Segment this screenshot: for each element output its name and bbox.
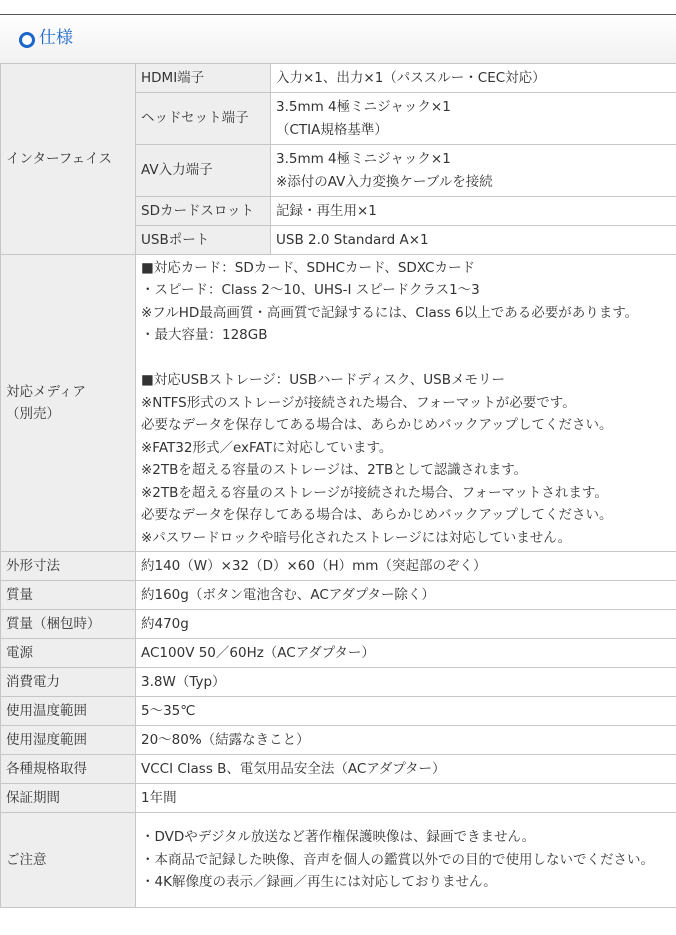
row-label: AV入力端子: [136, 145, 271, 197]
row-value: 20〜80%（結露なきこと）: [136, 726, 676, 755]
row-value: VCCI Class B、電気用品安全法（ACアダプター）: [136, 755, 676, 784]
table-row: [1, 668, 676, 697]
row-label: ヘッドセット端子: [136, 93, 271, 145]
row-value: 入力×1、出力×1（パススルー・CEC対応）: [271, 64, 676, 93]
table-row: [1, 610, 676, 639]
section-heading: [0, 15, 676, 63]
table-row: [1, 755, 676, 784]
row-label: 外形寸法: [1, 552, 136, 581]
table-row: [1, 552, 676, 581]
row-label: 電源: [1, 639, 136, 668]
spec-table: [0, 63, 676, 908]
row-value: 3.5mm 4極ミニジャック×1 ※添付のAV入力変換ケーブルを接続: [271, 145, 676, 197]
row-value: 3.8W（Typ）: [136, 668, 676, 697]
notes-label: ご注意: [1, 813, 136, 908]
interface-category: インターフェイス: [1, 64, 136, 255]
media-value: ■対応カード：SDカード、SDHCカード、SDXCカード ・スピード：Class 2〜10、UHS-I スピードクラス1〜3 ※フルHD最高画質・高画質で記録するには、Class 6以上である必要があります。 ・最大容量：128GB ■対応USBストレージ：USBハードディスク、USBメモリー ※NTFS形式のストレージが接続された場合、フォーマットが必要です。 必要なデータを保存してある場合は、あらかじめバックアップしてください。 ※FAT32形式／exFATに対応しています。 ※2TBを超える容量のストレージは、2TBとして認識されます。 ※2TBを超える容量のストレージが接続された場合、フォーマットされます。 必要なデータを保存してある場合は、あらかじめバックアップしてください。 ※パスワードロックや暗号化されたストレージには対応していません。: [136, 255, 676, 552]
media-label: 対応メディア （別売）: [1, 255, 136, 552]
table-row: [1, 813, 676, 908]
row-value: 5〜35℃: [136, 697, 676, 726]
row-label: 各種規格取得: [1, 755, 136, 784]
row-value: USB 2.0 Standard A×1: [271, 226, 676, 255]
table-row: [1, 64, 676, 93]
row-label: 消費電力: [1, 668, 136, 697]
row-label: USBポート: [136, 226, 271, 255]
section-title: 仕様: [39, 28, 73, 48]
table-row: [1, 784, 676, 813]
row-label: 使用湿度範囲: [1, 726, 136, 755]
row-value: 約160g（ボタン電池含む、ACアダプター除く）: [136, 581, 676, 610]
row-value: 3.5mm 4極ミニジャック×1 （CTIA規格基準）: [271, 93, 676, 145]
circle-bullet-icon: [19, 32, 35, 48]
row-label: 保証期間: [1, 784, 136, 813]
row-label: SDカードスロット: [136, 197, 271, 226]
row-label: HDMI端子: [136, 64, 271, 93]
table-row: [1, 726, 676, 755]
table-row: [1, 581, 676, 610]
table-row: [1, 255, 676, 552]
table-row: [1, 697, 676, 726]
row-value: 1年間: [136, 784, 676, 813]
row-label: 質量: [1, 581, 136, 610]
notes-value: ・DVDやデジタル放送など著作権保護映像は、録画できません。 ・本商品で記録した映像、音声を個人の鑑賞以外での目的で使用しないでください。 ・4K解像度の表示／録画／再生には対応しておりません。: [136, 813, 676, 908]
row-value: 約470g: [136, 610, 676, 639]
table-row: [1, 639, 676, 668]
row-value: 約140（W）×32（D）×60（H）mm（突起部のぞく）: [136, 552, 676, 581]
row-value: AC100V 50／60Hz（ACアダプター）: [136, 639, 676, 668]
row-label: 質量（梱包時）: [1, 610, 136, 639]
row-value: 記録・再生用×1: [271, 197, 676, 226]
row-label: 使用温度範囲: [1, 697, 136, 726]
